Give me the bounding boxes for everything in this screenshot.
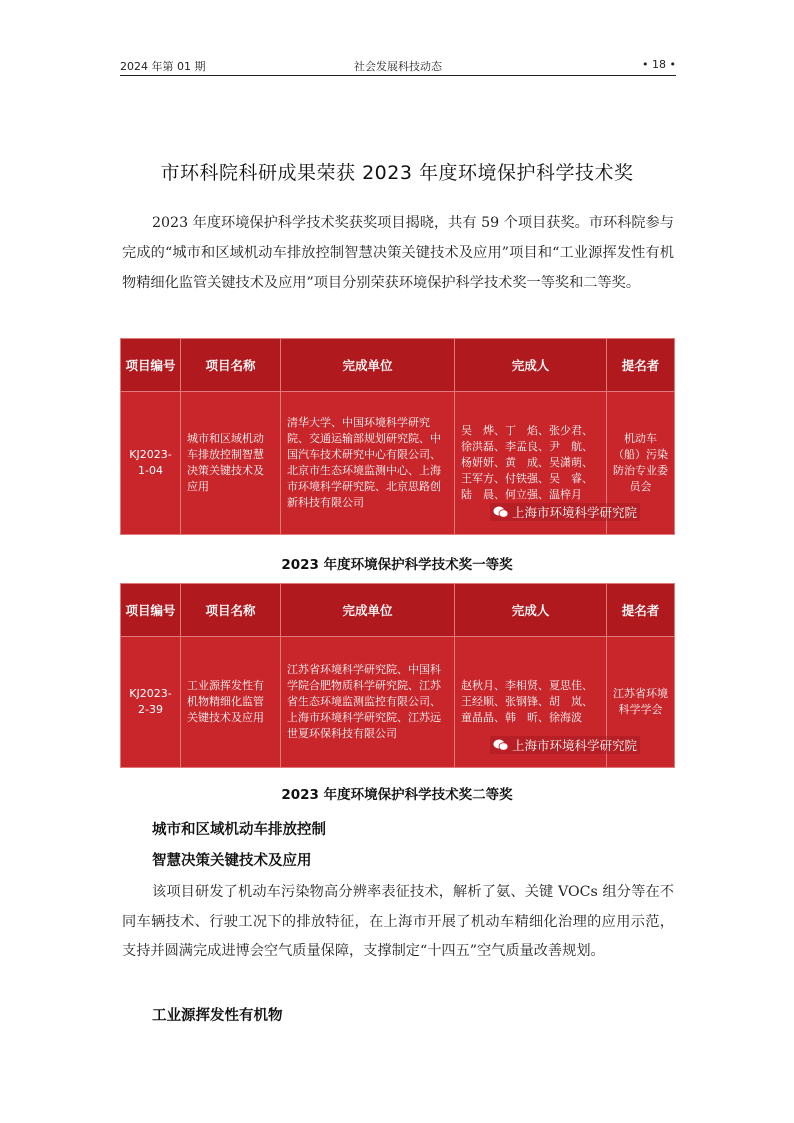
project-id: KJ2023-2-39 [121, 637, 181, 768]
completing-units: 江苏省环境科学研究院、中国科学院合肥物质科学研究院、江苏省生态环境监测监控有限公司、上海市环境科学研究院、江苏远世夏环保科技有限公司 [281, 637, 455, 768]
section-heading: 智慧决策关键技术及应用 [152, 853, 312, 869]
wechat-icon [493, 739, 509, 751]
col-header-nominator: 提名者 [607, 584, 675, 637]
intro-paragraph: 2023 年度环境保护科学技术奖获奖项目揭晓，共有 59 个项目获奖。市环科院参与完成的“城市和区域机动车排放控制智慧决策关键技术及应用”项目和“工业源挥发性有机物精细化监管关键技术及应用”项目分别荣获环境保护科学技术奖一等奖和二等奖。 [122, 215, 674, 291]
article-title: 市环科院科研成果荣获 2023 年度环境保护科学技术奖 [160, 162, 634, 184]
watermark-text: 上海市环境科学研究院 [512, 738, 638, 753]
col-header-name: 项目名称 [181, 584, 281, 637]
col-header-people: 完成人 [455, 584, 607, 637]
project-name: 工业源挥发性有机物精细化监管关键技术及应用 [181, 637, 281, 768]
completers: 赵秋月、李相贤、夏思佳、王经顺、张钢锋、胡 岚、童晶晶、韩 昕、徐海波 [455, 637, 607, 768]
completing-units: 清华大学、中国环境科学研究院、交通运输部规划研究院、中国汽车技术研究中心有限公司、北京市生态环境监测中心、上海市环境科学研究院、北京思路创新科技有限公司 [281, 392, 455, 535]
col-header-id: 项目编号 [121, 339, 181, 392]
header-divider [120, 75, 676, 76]
col-header-id: 项目编号 [121, 584, 181, 637]
project-id: KJ2023-1-04 [121, 392, 181, 535]
publication-name: 社会发展科技动态 [354, 60, 442, 73]
table-caption-first: 2023 年度环境保护科学技术奖一等奖 [281, 557, 513, 573]
wechat-icon [493, 506, 509, 518]
table-caption-second: 2023 年度环境保护科学技术奖二等奖 [281, 787, 513, 803]
col-header-unit: 完成单位 [281, 339, 455, 392]
col-header-nominator: 提名者 [607, 339, 675, 392]
issue-label: 2024 年第 01 期 [120, 60, 206, 73]
page-number: • 18 • [642, 58, 676, 71]
table-header-row [121, 339, 675, 392]
col-header-people: 完成人 [455, 339, 607, 392]
nominator: 机动车（船）污染防治专业委员会 [607, 392, 675, 535]
page-header [120, 56, 676, 76]
section-heading: 城市和区域机动车排放控制 [152, 822, 326, 838]
completers: 吴 烨、丁 焰、张少君、徐洪磊、李孟良、尹 航、杨妍妍、黄 成、吴潇萌、王军方、付铁强、吴 睿、陆 晨、何立强、温梓月 [455, 392, 607, 535]
watermark-text: 上海市环境科学研究院 [512, 505, 638, 520]
col-header-name: 项目名称 [181, 339, 281, 392]
col-header-unit: 完成单位 [281, 584, 455, 637]
project-name: 城市和区域机动车排放控制智慧决策关键技术及应用 [181, 392, 281, 535]
table-header-row [121, 584, 675, 637]
section-heading: 工业源挥发性有机物 [152, 1008, 283, 1024]
section-body: 该项目研发了机动车污染物高分辨率表征技术，解析了氨、关键 VOCs 组分等在不同车辆技术、行驶工况下的排放特征，在上海市开展了机动车精细化治理的应用示范，支持并圆满完成进博会空气质量保障，支撑制定“十四五”空气质量改善规划。 [122, 884, 674, 959]
watermark [490, 503, 640, 521]
nominator: 江苏省环境科学学会 [607, 637, 675, 768]
watermark [490, 736, 640, 754]
